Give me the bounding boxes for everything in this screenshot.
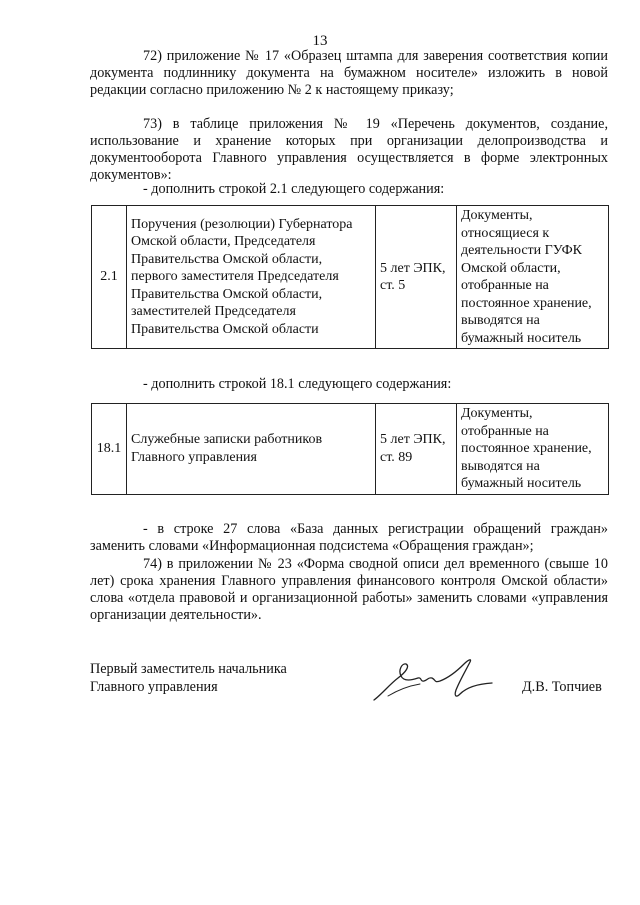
row-number-cell: 18.1 xyxy=(92,404,127,495)
add-row-2-1-instruction: - дополнить строкой 2.1 следующего содержания: xyxy=(143,181,445,197)
item-73-paragraph: 73) в таблице приложения № 19 «Перечень документов, создание, использование и хранение которых при организации делопроизводства и документооборота Главного управления осуществляется в форме электронных документов»: xyxy=(90,116,608,183)
page-number: 13 xyxy=(312,33,328,49)
signer-position-line-2: Главного управления xyxy=(90,679,218,695)
document-title-cell: Служебные записки работников Главного управления xyxy=(127,404,376,495)
table-row-2-1 xyxy=(91,205,609,349)
signer-name: Д.В. Топчиев xyxy=(522,679,602,695)
signer-position-line-1: Первый заместитель начальника xyxy=(90,661,287,677)
row-number-cell: 2.1 xyxy=(92,206,127,349)
item-72-paragraph: 72) приложение № 17 «Образец штампа для заверения соответствия копии документа подлиннику документа на бумажном носителе» изложить в новой редакции согласно приложению № 2 к настоящему приказу; xyxy=(90,48,608,98)
document-title-cell: Поручения (резолюции) Губернатора Омской области, Председателя Правительства Омской области, первого заместителя Председателя Правительства Омской области, заместителей Председателя Правительства Омской области xyxy=(127,206,376,349)
table-row xyxy=(92,206,609,349)
row-27-paragraph: - в строке 27 слова «База данных регистрации обращений граждан» заменить словами «Информационная подсистема «Обращения граждан»; xyxy=(90,521,608,554)
note-cell: Документы, относящиеся к деятельности ГУФК Омской области, отобранные на постоянное хранение, выводятся на бумажный носитель xyxy=(457,206,609,349)
add-row-18-1-instruction: - дополнить строкой 18.1 следующего содержания: xyxy=(143,376,452,392)
item-74-paragraph: 74) в приложении № 23 «Форма сводной описи дел временного (свыше 10 лет) срока хранения Главного управления финансового контроля Омской области» слова «отдела правовой и организационной работы» заменить словами «управления организации деятельности». xyxy=(90,556,608,623)
handwritten-signature xyxy=(368,650,498,708)
table-row-18-1 xyxy=(91,403,609,495)
retention-term-cell: 5 лет ЭПК, ст. 5 xyxy=(376,206,457,349)
retention-term-cell: 5 лет ЭПК, ст. 89 xyxy=(376,404,457,495)
note-cell: Документы, отобранные на постоянное хранение, выводятся на бумажный носитель xyxy=(457,404,609,495)
signer-position xyxy=(90,660,287,696)
table-row xyxy=(92,404,609,495)
